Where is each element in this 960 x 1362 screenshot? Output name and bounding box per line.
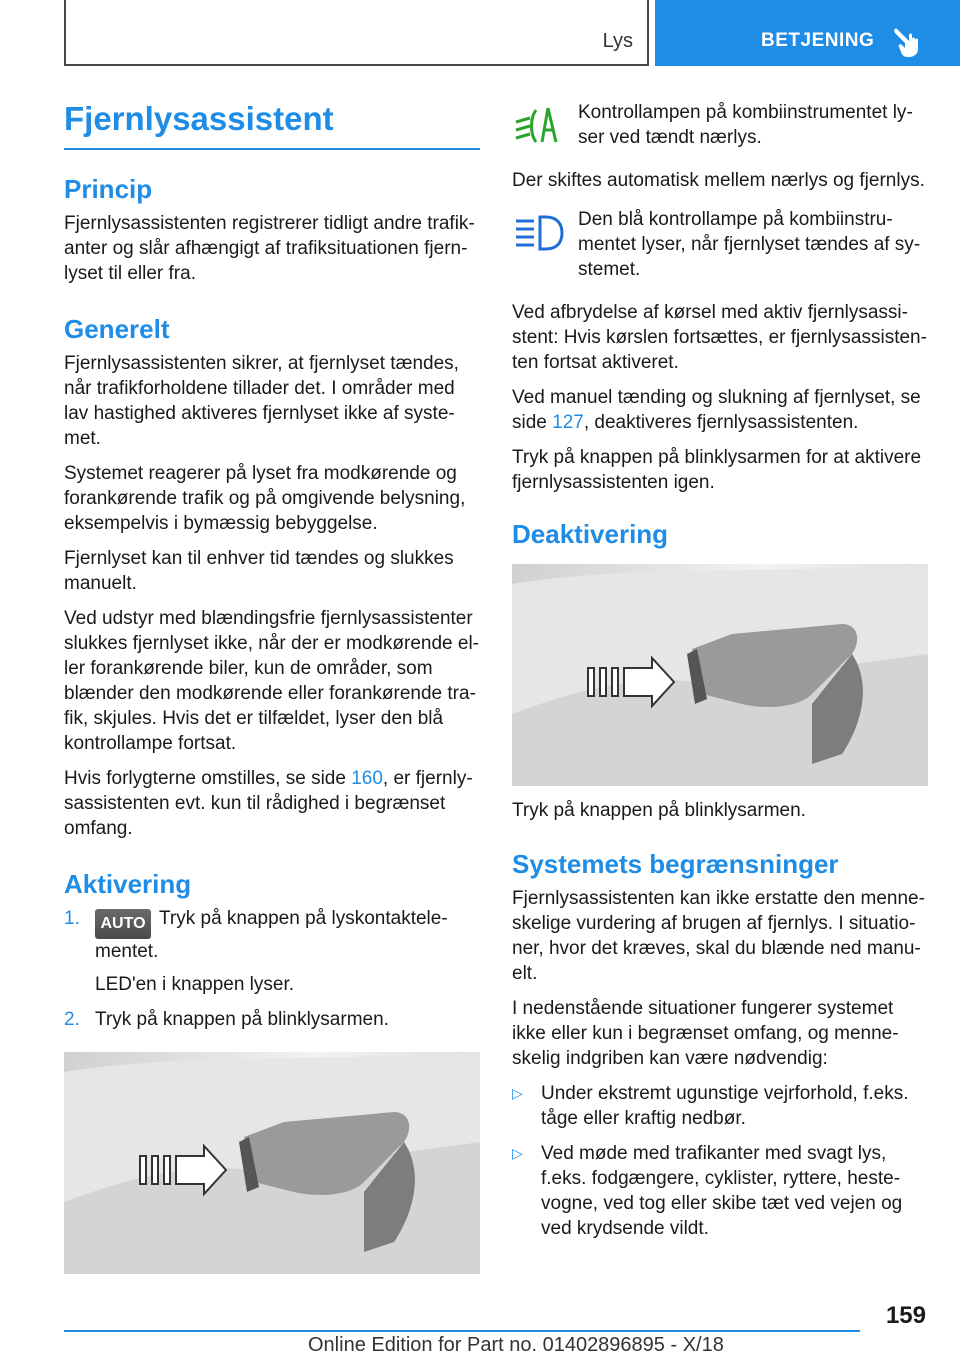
header-section-title: Lys — [602, 30, 633, 52]
page-title: Fjernlysassistent — [64, 100, 480, 150]
limits-p2: I nedenstående situationer fungerer systemet ikke eller kun i begrænset omfang, og menneskelig indgriben kan være nødvendig: — [512, 998, 899, 1069]
page-ref-127-link[interactable]: 127 — [552, 412, 584, 433]
low-beam-indicator-text: Kontrollampen på kombiinstrumentet lyser ved tændt nærlys. — [578, 102, 913, 148]
limits-list — [512, 1081, 932, 1241]
lever-illustration-2 — [512, 564, 928, 786]
generelt-p5 — [64, 766, 480, 841]
aktivering-steps — [64, 906, 480, 964]
deactivation-lever-photo — [512, 564, 928, 786]
step-2-text: Tryk på knappen på blinklysarmen. — [95, 1009, 389, 1030]
aktivering-steps-2 — [64, 1007, 480, 1032]
step-1-number: 1. — [64, 908, 80, 929]
heading-generelt: Generelt — [64, 314, 170, 344]
right-column — [512, 100, 932, 1251]
step-1-text: Tryk på knappen på lyskontaktelementet. — [95, 908, 448, 962]
limits-bullet-2: Ved møde med trafikanter med svagt lys, f.eks. fodgængere, cyklister, ryttere, hestevogne, ved tog eller skibe tæt ved vejen og ved krydsende vildt. — [541, 1143, 903, 1239]
triangle-bullet-icon: ▷ — [512, 1085, 523, 1101]
page-ref-160-link[interactable]: 160 — [351, 768, 383, 789]
deactivation-caption: Tryk på knappen på blinklysarmen. — [512, 800, 806, 821]
footer-divider — [64, 1330, 860, 1332]
step-2 — [64, 1007, 480, 1032]
footer-edition: Online Edition for Part no. 01402896895 - X/18 — [308, 1334, 724, 1356]
heading-princip: Princip — [64, 174, 153, 204]
manual-text-pre: Ved manuel tænding og slukning af fjernlyset, se side — [512, 387, 921, 433]
limits-bullet-1: Under ekstremt ugunstige vejrforhold, f.eks. tåge eller kraftig nedbør. — [541, 1083, 909, 1129]
switch-text: Der skiftes automatisk mellem nærlys og fjernlys. — [512, 170, 925, 191]
turn-signal-lever-photo — [64, 1052, 480, 1274]
generelt-p5-post: , er fjernlysassistenten evt. kun til rådighed i begrænset omfang. — [64, 768, 473, 839]
press-text: Tryk på knappen på blinklysarmen for at aktivere fjernlysassistenten igen. — [512, 447, 922, 493]
page-number: 159 — [885, 1302, 926, 1329]
pointing-hand-icon — [893, 25, 927, 59]
auto-button-icon: AUTO — [95, 909, 151, 939]
header-chapter-tab — [655, 0, 960, 66]
left-column — [64, 100, 480, 1274]
heading-aktivering: Aktivering — [64, 869, 192, 899]
generelt-p3: Fjernlyset kan til enhver tid tændes og slukkes manuelt. — [64, 548, 454, 594]
step-1-sub: LED'en i knappen lyser. — [95, 974, 295, 995]
high-beam-indicator-text: Den blå kontrollampe på kombiinstrumentet lyser, når fjernlyset tændes af systemet. — [578, 209, 921, 280]
step-1 — [64, 906, 480, 964]
low-beam-indicator-row — [512, 100, 932, 150]
manual-text-post: , deaktiveres fjernlysassistenten. — [583, 412, 859, 433]
lever-illustration — [64, 1052, 480, 1274]
generelt-p4: Ved udstyr med blændingsfrie fjernlysassistenter slukkes fjernlyset ikke, når der er modkørende eller forankørende biler, kun de områder, som blænder den modkørende eller forankørende trafik, skjules. Hvis det er tilfældet, lyser den blå kontrollampe fortsat. — [64, 608, 479, 754]
generelt-p1: Fjernlysassistenten sikrer, at fjernlyset tændes, når trafikforholdene tillader det. I områder med lav hastighed aktiveres fjernlyset ikke af systemet. — [64, 353, 459, 449]
low-beam-indicator-icon — [512, 100, 568, 150]
header-section-box — [64, 0, 649, 66]
interrupt-text: Ved afbrydelse af kørsel med aktiv fjernlysassistent: Hvis kørslen fortsættes, er fjernlysassistenten fortsat aktiveret. — [512, 302, 927, 373]
high-beam-indicator-icon — [512, 207, 568, 257]
list-item — [512, 1141, 932, 1241]
manual-text — [512, 385, 932, 435]
list-item — [512, 1081, 932, 1131]
step-2-number: 2. — [64, 1009, 80, 1030]
princip-text: Fjernlysassistenten registrerer tidligt andre trafikanter og slår afhængigt af trafiksituationen fjernlyset til eller fra. — [64, 213, 475, 284]
heading-deaktivering: Deaktivering — [512, 519, 669, 549]
limits-p1: Fjernlysassistenten kan ikke erstatte den menneskelige vurdering af brugen af fjernlys. I situationer, hvor det kræves, skal du blænde ned manuelt. — [512, 888, 925, 984]
heading-limits: Systemets begrænsninger — [512, 849, 839, 879]
triangle-bullet-icon: ▷ — [512, 1145, 523, 1161]
high-beam-indicator-row — [512, 207, 932, 282]
generelt-p5-pre: Hvis forlygterne omstilles, se side — [64, 768, 352, 789]
header-chapter-title: BETJENING — [761, 30, 875, 51]
generelt-p2: Systemet reagerer på lyset fra modkørende og forankørende trafik og på omgivende belysning, eksempelvis i bymæssig bebyggelse. — [64, 463, 466, 534]
